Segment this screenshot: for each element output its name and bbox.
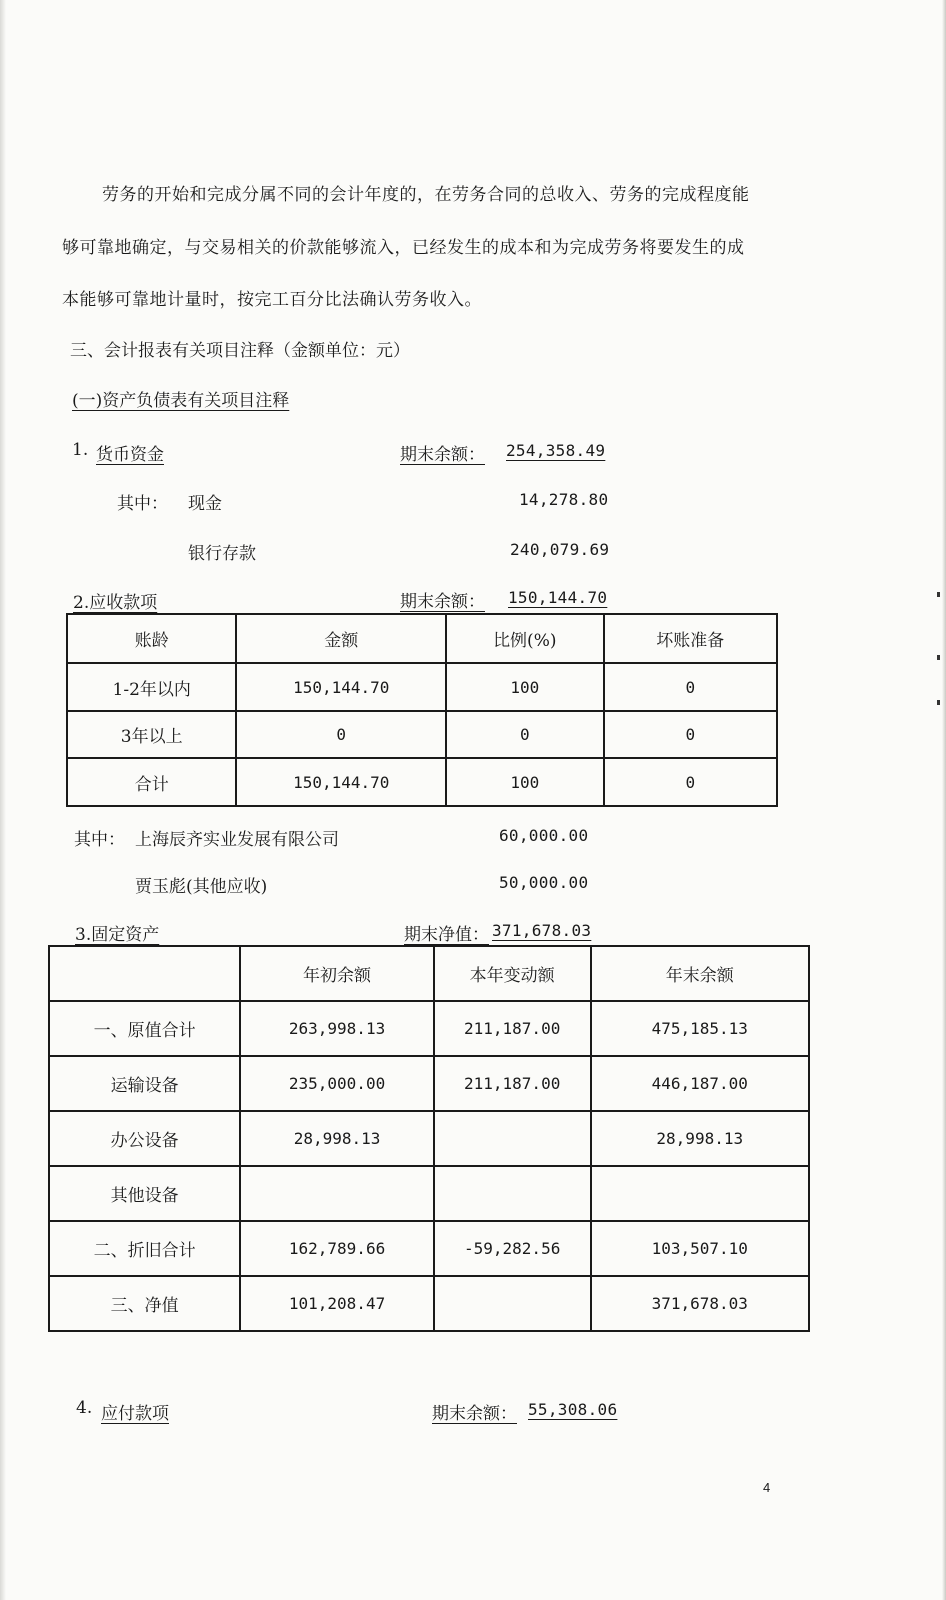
table-row	[49, 1056, 809, 1111]
table-cell: 办公设备	[49, 1111, 240, 1166]
table-header-row	[67, 614, 777, 663]
table-cell: 0	[604, 758, 777, 806]
header-cell: 比例(%)	[446, 614, 604, 663]
table-cell: -59,282.56	[434, 1221, 591, 1276]
table-cell	[434, 1166, 591, 1221]
item1-label: 货币资金	[96, 445, 164, 465]
scan-mark	[937, 655, 940, 660]
table-row	[49, 1111, 809, 1166]
item2-detail-name: 上海辰齐实业发展有限公司	[135, 830, 339, 850]
table-cell: 263,998.13	[240, 1001, 434, 1056]
table-row	[67, 711, 777, 758]
table-cell	[434, 1276, 591, 1331]
table-cell: 二、折旧合计	[49, 1221, 240, 1276]
scan-mark	[937, 700, 940, 705]
item3-balance-value: 371,678.03	[492, 921, 592, 940]
table-cell: 150,144.70	[236, 663, 446, 711]
table-row	[49, 1276, 809, 1331]
item3-balance-label: 期末净值：	[404, 925, 489, 945]
item1-cash-value: 14,278.80	[519, 490, 609, 509]
table-cell: 运输设备	[49, 1056, 240, 1111]
item2-detail-name: 贾玉彪(其他应收)	[135, 877, 268, 897]
table-cell: 100	[446, 663, 604, 711]
header-cell: 年末余额	[591, 946, 809, 1001]
table-row	[67, 758, 777, 806]
item2-detail-value: 50,000.00	[499, 873, 589, 892]
table-cell: 1-2年以内	[67, 663, 236, 711]
table-header-row	[49, 946, 809, 1001]
scan-mark	[937, 592, 940, 597]
item2-balance-value: 150,144.70	[508, 588, 608, 607]
table-cell: 0	[604, 663, 777, 711]
item4-label: 应付款项	[101, 1404, 169, 1424]
header-cell: 账龄	[67, 614, 236, 663]
table-cell: 371,678.03	[591, 1276, 809, 1331]
item1-bank-value: 240,079.69	[510, 540, 610, 559]
item1-number: 1.	[72, 440, 89, 460]
item2-detail-value: 60,000.00	[499, 826, 589, 845]
item3-title: 3.固定资产	[75, 925, 160, 945]
table-cell: 合计	[67, 758, 236, 806]
table-cell: 235,000.00	[240, 1056, 434, 1111]
table-row	[49, 1001, 809, 1056]
table-cell: 0	[236, 711, 446, 758]
intro-line-1: 劳务的开始和完成分属不同的会计年度的，在劳务合同的总收入、劳务的完成程度能	[102, 185, 750, 205]
table-cell: 101,208.47	[240, 1276, 434, 1331]
table-cell: 211,187.00	[434, 1001, 591, 1056]
item2-detail-prefix: 其中：	[74, 830, 125, 850]
receivables-table	[66, 613, 778, 807]
fixed-assets-table	[48, 945, 810, 1332]
table-row	[67, 663, 777, 711]
item1-balance-value: 254,358.49	[506, 441, 606, 460]
table-cell: 三、净值	[49, 1276, 240, 1331]
header-cell	[49, 946, 240, 1001]
header-cell: 本年变动额	[434, 946, 591, 1001]
table-cell: 150,144.70	[236, 758, 446, 806]
item4-balance-label: 期末余额：	[432, 1404, 517, 1424]
item4-number: 4.	[76, 1398, 93, 1418]
table-cell: 162,789.66	[240, 1221, 434, 1276]
table-cell: 103,507.10	[591, 1221, 809, 1276]
item1-cash-label: 现金	[188, 494, 222, 514]
table-row	[49, 1166, 809, 1221]
page-edge-right	[942, 0, 946, 1600]
page-number: 4	[763, 1480, 771, 1495]
table-cell: 一、原值合计	[49, 1001, 240, 1056]
table-cell: 211,187.00	[434, 1056, 591, 1111]
table-cell: 0	[446, 711, 604, 758]
table-row	[49, 1221, 809, 1276]
table-cell: 其他设备	[49, 1166, 240, 1221]
item4-balance-value: 55,308.06	[528, 1400, 618, 1419]
table-cell: 446,187.00	[591, 1056, 809, 1111]
header-cell: 年初余额	[240, 946, 434, 1001]
item1-balance-label: 期末余额：	[400, 445, 485, 465]
intro-line-2: 够可靠地确定，与交易相关的价款能够流入，已经发生的成本和为完成劳务将要发生的成	[62, 238, 745, 258]
item1-bank-label: 银行存款	[188, 544, 256, 564]
subsection-title: (一)资产负债表有关项目注释	[72, 391, 290, 411]
header-cell: 金额	[236, 614, 446, 663]
table-cell	[240, 1166, 434, 1221]
table-cell: 3年以上	[67, 711, 236, 758]
table-cell	[591, 1166, 809, 1221]
section-title: 三、会计报表有关项目注释（金额单位：元）	[70, 341, 410, 361]
table-cell: 28,998.13	[591, 1111, 809, 1166]
intro-line-3: 本能够可靠地计量时，按完工百分比法确认劳务收入。	[62, 290, 482, 310]
item1-sub-prefix: 其中：	[117, 494, 168, 514]
table-cell: 28,998.13	[240, 1111, 434, 1166]
table-cell: 475,185.13	[591, 1001, 809, 1056]
item2-balance-label: 期末余额：	[400, 592, 485, 612]
header-cell: 坏账准备	[604, 614, 777, 663]
table-cell: 0	[604, 711, 777, 758]
item2-title: 2.应收款项	[73, 593, 158, 613]
table-cell	[434, 1111, 591, 1166]
page-edge-left	[0, 0, 6, 1600]
table-cell: 100	[446, 758, 604, 806]
